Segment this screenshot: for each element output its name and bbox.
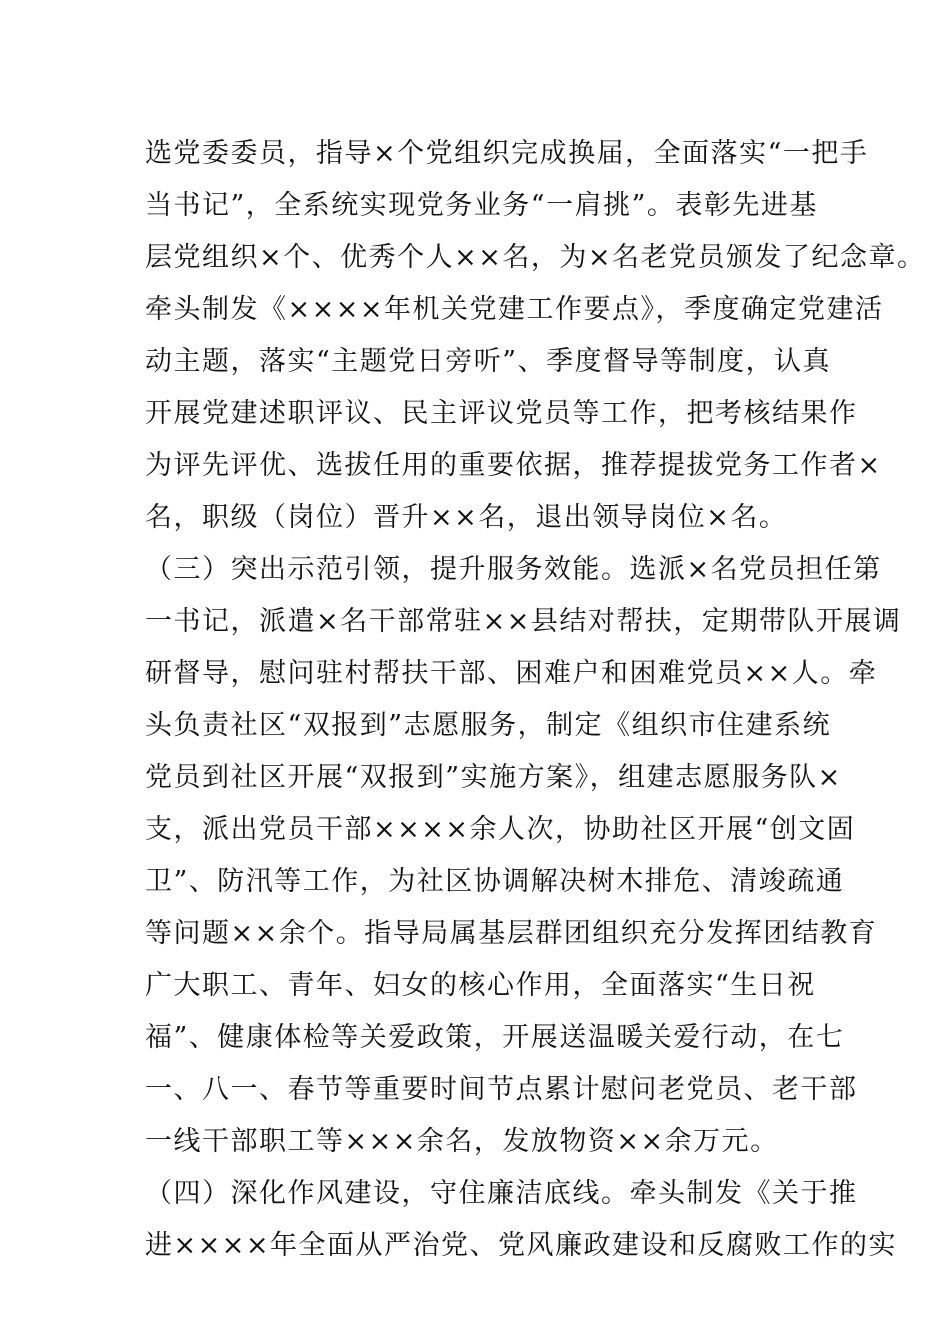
text-line: 当书记”，全系统实现党务业务“一肩挑”。表彰先进基 (145, 190, 818, 221)
section-heading-line: （四）深化作风建设，守住廉洁底线。牵头制发《关于推 (145, 1178, 858, 1209)
text-line: 一书记，派遣×名干部常驻××县结对帮扶，定期带队开展调 (145, 606, 902, 637)
text-line: 广大职工、青年、妇女的核心作用，全面落实“生日祝 (145, 970, 816, 1001)
text-line: 福”、健康体检等关爱政策，开展送温暖关爱行动，在七 (145, 1022, 845, 1053)
section-heading-line: （三）突出示范引领，提升服务效能。选派×名党员担任第 (145, 554, 882, 585)
body-text (145, 128, 926, 1272)
text-line: 名，职级（岗位）晋升××名，退出领导岗位×名。 (145, 502, 788, 533)
text-line: 开展党建述职评议、民主评议党员等工作，把考核结果作 (145, 398, 858, 429)
text-line: 一线干部职工等×××余名，发放物资××余万元。 (145, 1126, 779, 1157)
text-line: 等问题××余个。指导局属基层群团组织充分发挥团结教育 (145, 918, 878, 949)
text-line: 层党组织×个、优秀个人××名，为×名老党员颁发了纪念章。 (145, 242, 926, 273)
text-line: 支，派出党员干部××××余人次，协助社区开展“创文固 (145, 814, 856, 845)
text-line: 为评先评优、选拔任用的重要依据，推荐提拔党务工作者× (145, 450, 882, 481)
text-line: 一、八一、春节等重要时间节点累计慰问老党员、老干部 (145, 1074, 858, 1105)
text-line: 卫”、防汛等工作，为社区协调解决树木排危、清竣疏通 (145, 866, 845, 897)
text-line: 牵头制发《××××年机关党建工作要点》，季度确定党建活 (145, 294, 884, 325)
text-line: 进××××年全面从严治党、党风廉政建设和反腐败工作的实 (145, 1230, 897, 1261)
text-line: 选党委委员，指导×个党组织完成换届，全面落实“一把手 (145, 138, 869, 169)
text-line: 研督导，慰问驻村帮扶干部、困难户和困难党员××人。牵 (145, 658, 878, 689)
text-line: 头负责社区“双报到”志愿服务，制定《组织市住建系统 (145, 710, 832, 741)
text-line: 动主题，落实“主题党日旁听”、季度督导等制度，认真 (145, 346, 832, 377)
text-line: 党员到社区开展“双报到”实施方案》，组建志愿服务队× (145, 762, 842, 793)
